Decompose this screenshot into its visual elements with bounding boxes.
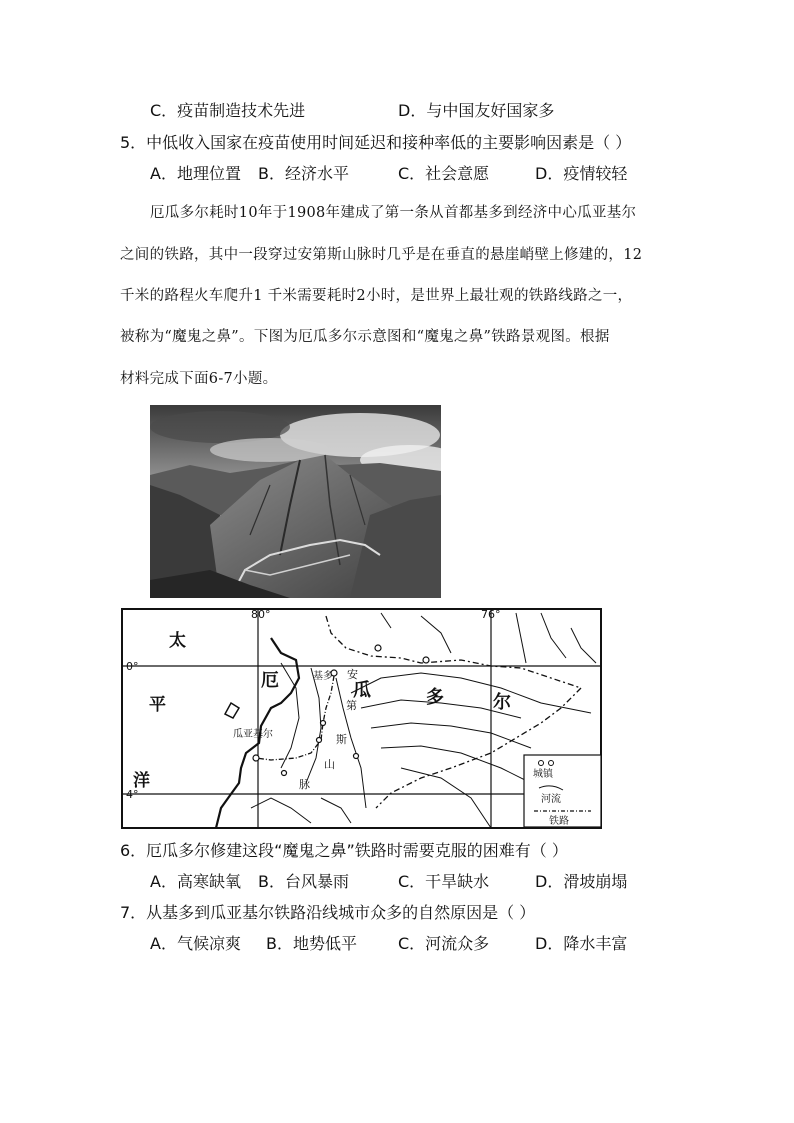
city-marker bbox=[282, 771, 287, 776]
q5-option-b: B．经济水平 bbox=[258, 164, 349, 183]
city-marker bbox=[354, 754, 359, 759]
legend-city-symbol bbox=[549, 761, 554, 766]
mountain-landscape-image bbox=[150, 405, 441, 598]
label-city-quito: 基多 bbox=[313, 671, 333, 682]
q6-stem: 6．厄瓜多尔修建这段“魔鬼之鼻”铁路时需要克服的困难有（ ） bbox=[120, 841, 568, 860]
q6-option-d: D．滑坡崩塌 bbox=[535, 872, 628, 891]
q7-option-b: B．地势低平 bbox=[266, 934, 357, 953]
legend-city-label: 城镇 bbox=[533, 769, 553, 780]
ecuador-map bbox=[121, 608, 602, 829]
q4-option-d: D．与中国友好国家多 bbox=[398, 101, 555, 120]
label-country-gua: 瓜 bbox=[353, 680, 371, 701]
city-marker bbox=[375, 645, 381, 651]
legend-river-label: 河流 bbox=[541, 794, 561, 805]
passage-line-2: 之间的铁路，其中一段穿过安第斯山脉时几乎是在垂直的悬崖峭壁上修建的，12 bbox=[120, 247, 643, 263]
q7-option-c: C．河流众多 bbox=[398, 934, 490, 953]
label-lon-80: 80° bbox=[251, 608, 271, 621]
label-ocean-tai: 太 bbox=[169, 631, 186, 651]
legend-city-symbol bbox=[539, 761, 544, 766]
q6-option-c: C．干旱缺水 bbox=[398, 872, 490, 891]
q6-option-a: A．高寒缺氧 bbox=[150, 872, 241, 891]
label-ocean-yang: 洋 bbox=[133, 771, 150, 791]
city-marker bbox=[423, 657, 429, 663]
label-lat-4: 4° bbox=[126, 788, 139, 801]
label-range-di: 第 bbox=[346, 699, 357, 712]
label-country-e: 厄 bbox=[261, 670, 279, 691]
q4-option-c: C．疫苗制造技术先进 bbox=[150, 101, 306, 120]
label-ocean-ping: 平 bbox=[149, 695, 166, 715]
label-range-mai: 脉 bbox=[299, 778, 310, 791]
legend-railway-label: 铁路 bbox=[549, 816, 569, 827]
label-range-si: 斯 bbox=[336, 733, 347, 746]
q7-stem: 7．从基多到瓜亚基尔铁路沿线城市众多的自然原因是（ ） bbox=[120, 903, 536, 922]
label-lon-76: 76° bbox=[481, 608, 501, 621]
q7-option-a: A．气候凉爽 bbox=[150, 934, 241, 953]
label-range-shan: 山 bbox=[324, 758, 335, 771]
q5-option-d: D．疫情较轻 bbox=[535, 164, 628, 183]
label-lat-0: 0° bbox=[126, 660, 139, 673]
label-range-an: 安 bbox=[347, 668, 358, 681]
q6-option-b: B．台风暴雨 bbox=[258, 872, 349, 891]
passage-line-5: 材料完成下面6-7小题。 bbox=[120, 371, 278, 387]
passage-line-3: 千米的路程火车爬升1 千米需要耗时2小时，是世界上最壮观的铁路线路之一， bbox=[120, 288, 633, 304]
city-marker bbox=[321, 721, 326, 726]
label-country-er: 尔 bbox=[493, 692, 511, 713]
q7-option-d: D．降水丰富 bbox=[535, 934, 628, 953]
label-country-duo: 多 bbox=[426, 687, 444, 708]
city-guayaquil-marker bbox=[253, 755, 259, 761]
passage-line-1: 厄瓜多尔耗时10年于1908年建成了第一条从首都基多到经济中心瓜亚基尔 bbox=[150, 205, 637, 221]
q5-stem: 5．中低收入国家在疫苗使用时间延迟和接种率低的主要影响因素是（ ） bbox=[120, 133, 632, 152]
city-marker bbox=[317, 738, 322, 743]
devils-nose-photo bbox=[150, 405, 441, 598]
map-legend bbox=[524, 755, 601, 827]
label-city-guayaquil: 瓜亚基尔 bbox=[233, 729, 273, 740]
q5-option-c: C．社会意愿 bbox=[398, 164, 490, 183]
passage-line-4: 被称为“魔鬼之鼻”。下图为厄瓜多尔示意图和“魔鬼之鼻”铁路景观图。根据 bbox=[120, 329, 610, 345]
q5-option-a: A．地理位置 bbox=[150, 164, 241, 183]
